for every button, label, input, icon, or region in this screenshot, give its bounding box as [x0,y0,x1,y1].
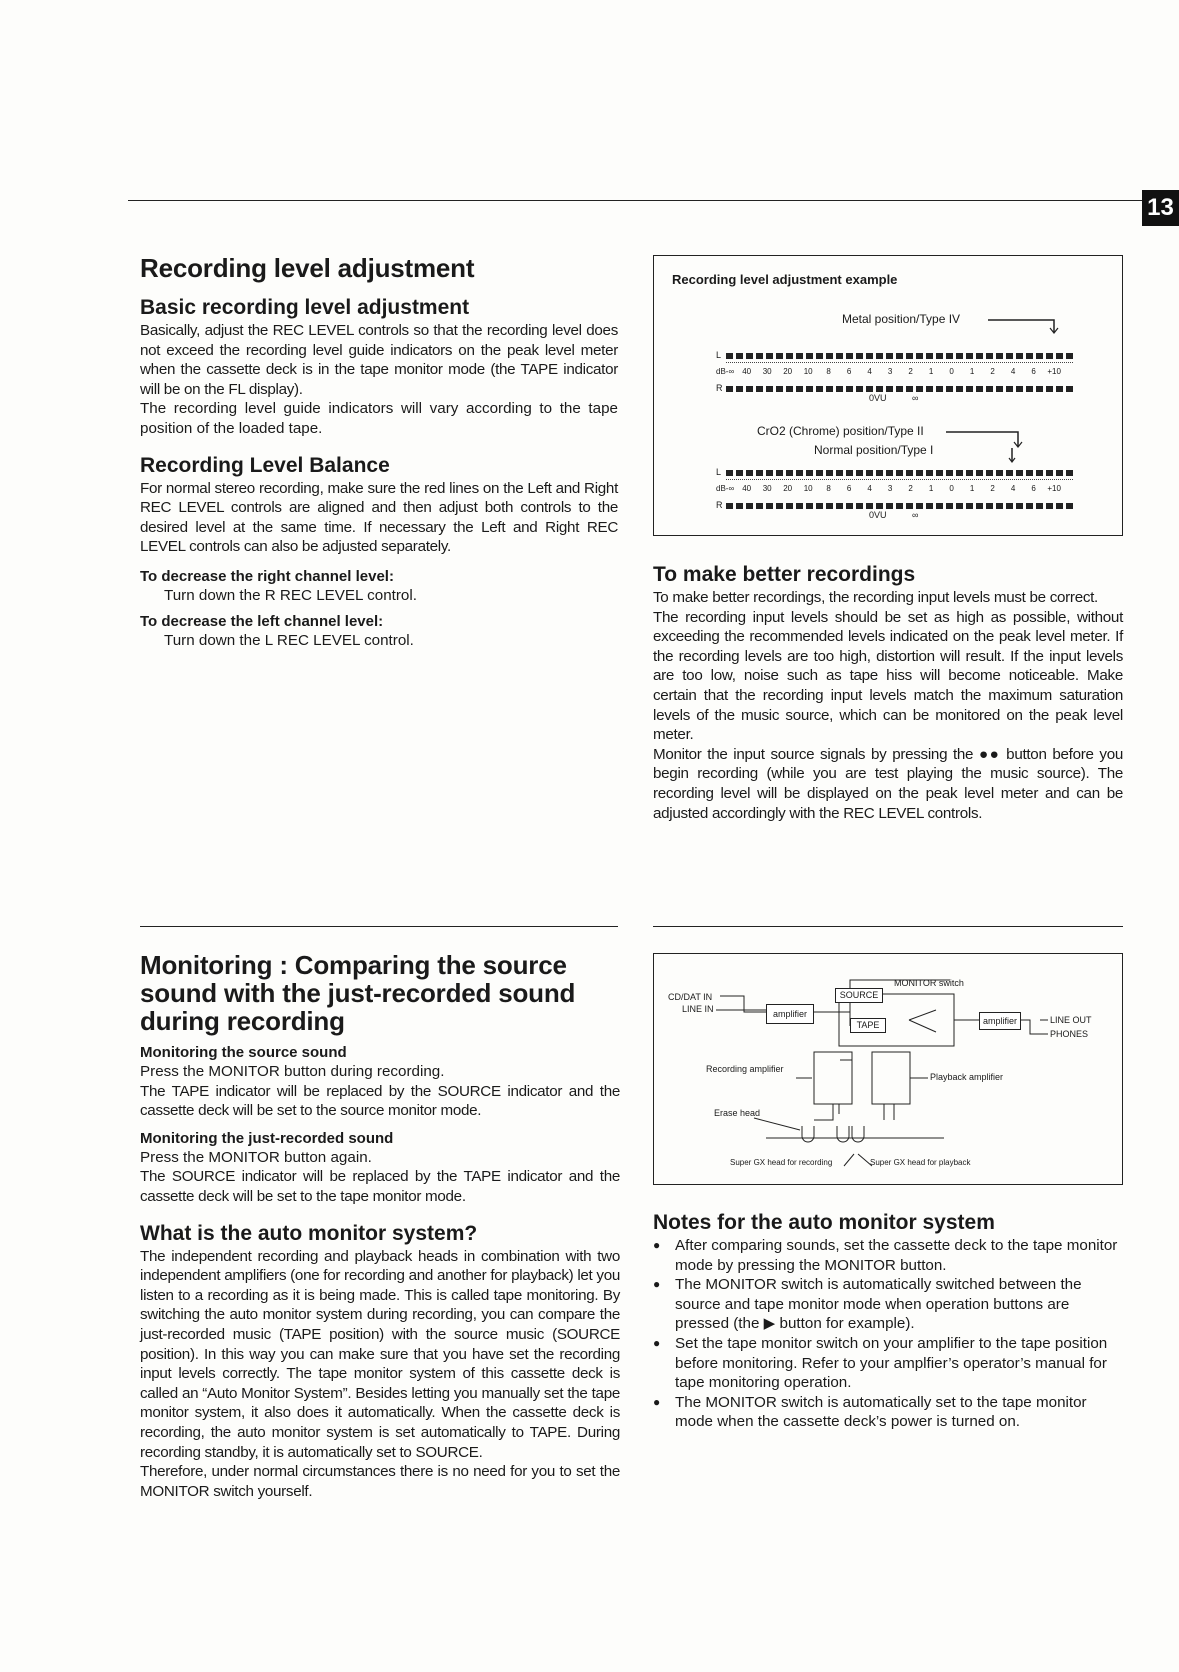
meter2-scale [716,484,1064,493]
meter-scale-tick: 6 [846,484,852,493]
meter1-R-bar [726,386,1073,392]
erase-head-label: Erase head [714,1108,761,1118]
meter-scale-tick: 0 [949,484,954,493]
basic-heading: Basic recording level adjustment [140,296,470,319]
meter1-dots [726,362,1073,363]
meter2-scale-values [736,484,1064,493]
meter-scale-tick: 1 [928,367,934,376]
phones-label: PHONES [1050,1029,1089,1039]
meter-scale-tick: 2 [908,484,913,493]
metal-arrow [986,312,1060,334]
basic-paragraph-2: The recording level guide indicators will vary according to the tape position of the loaded tape. [140,400,618,437]
meter-scale-tick: 40 [742,367,752,376]
line-in-label: LINE IN [682,1004,714,1014]
meter-scale-tick: 2 [908,367,913,376]
auto-monitor-p1: The independent recording and playback heads in combination with two independent amplifiers (one for recording and another for playback) let you listen to a recording as it is being made. This is called tape monitoring. By switching the auto monitor system during recording, you can compare the just-recorded music (TAPE position) with the source music (SOURCE position). In this way you can make sure that you have set the recording input levels correctly. The tape monitor system of this cassette deck is called an “Auto Monitor System”. Besides letting you manually set the tape monitor system, it also does it automatically. When the cassette deck is recording, the auto monitor system is set automatically to TAPE. During recording standby, it is automatically set to SOURCE. [140,1247,620,1461]
left-mid-rule [140,926,618,927]
meter2-ovu: 0VU [869,510,887,520]
output-amplifier-box: amplifier [979,1012,1021,1030]
left-channel-heading: To decrease the left channel level: [140,612,384,630]
recording-level-section [140,253,618,650]
meter-scale-tick: 8 [826,367,831,376]
left-channel-text: Turn down the L REC LEVEL control. [164,631,414,649]
meter-scale-tick: 1 [969,367,975,376]
meter1-scale-prefix: dB-∞ [716,367,735,376]
monitor-diagram-box [653,953,1123,1185]
meter-scale-tick: 10 [803,367,813,376]
meter1-R-label: R [716,383,723,393]
meter-scale-tick: 3 [887,367,893,376]
note-item: ● Set the tape monitor switch on your amplifier to the tape position before monitoring. Refer to your amplfier’s operator’s manual for tape monitoring operation. [653,1334,1125,1393]
meter-scale-tick: 6 [1031,367,1036,376]
monitor-switch-label: MONITOR switch [894,978,964,988]
monitoring-section [140,951,620,1501]
right-channel-text: Turn down the R REC LEVEL control. [164,586,417,604]
meter1-scale-values [736,367,1064,376]
better-recordings-heading: To make better recordings [653,563,916,586]
meter-scale-tick: 2 [990,484,995,493]
tape-indicator: TAPE [850,1018,886,1033]
notes-heading: Notes for the auto monitor system [653,1211,995,1234]
note-item: ● The MONITOR switch is automatically set to the tape monitor mode when the cassette deck’s power is turned on. [653,1393,1125,1432]
monitoring-just-p2: The SOURCE indicator will be replaced by the TAPE indicator and the cassette deck will be set to the tape monitor mode. [140,1168,620,1205]
balance-heading: Recording Level Balance [140,453,390,477]
page-number-tab: 13 [1142,190,1179,226]
cd-dat-in-label: CD/DAT IN [668,992,713,1002]
monitoring-just-p1: Press the MONITOR button again. [140,1148,372,1166]
monitoring-just-heading: Monitoring the just-recorded sound [140,1129,394,1147]
normal-arrow [1006,448,1020,464]
meter-scale-tick: 4 [867,367,872,376]
meter-scale-tick: +10 [1047,484,1061,493]
meter2-R-label: R [716,500,723,510]
example-title: Recording level adjustment example [672,272,898,287]
right-mid-rule [653,926,1123,927]
better-recordings-section [653,562,1123,823]
line-out-label: LINE OUT [1050,1015,1092,1025]
recording-level-title: Recording level adjustment [140,253,475,283]
better-recordings-p3: Monitor the input source signals by pressing the ●● button before you begin recording (while you are test playing the music source). The recording level will be displayed on the peak level meter and can be adjusted accordingly with the REC LEVEL controls. [653,745,1123,822]
normal-label: Normal position/Type I [814,443,934,457]
gx-playback-label: Super GX head for playback [870,1158,971,1167]
chrome-arrow [944,424,1024,450]
meter-scale-tick: 10 [803,484,813,493]
meter-scale-tick: 3 [887,484,893,493]
meter-scale-tick: 40 [742,484,752,493]
note-item: ● After comparing sounds, set the cassette deck to the tape monitor mode by pressing the MONITOR button. [653,1236,1125,1275]
meter2-dots [726,479,1073,480]
meter-scale-tick: 0 [949,367,954,376]
gx-recording-label: Super GX head for recording [730,1158,833,1167]
chrome-label: CrO2 (Chrome) position/Type II [757,424,924,438]
meter2-R-bar [726,503,1073,509]
monitoring-source-p1: Press the MONITOR button during recording. [140,1063,445,1080]
auto-monitor-heading: What is the auto monitor system? [140,1221,478,1245]
meter-scale-tick: 20 [783,484,793,493]
right-channel-heading: To decrease the right channel level: [140,567,394,585]
notes-list [653,1236,1125,1432]
meter-scale-tick: 20 [783,367,793,376]
meter2-infinity: ∞ [912,510,919,520]
meter-scale-tick: 30 [762,484,772,493]
top-rule [128,200,1144,201]
source-indicator: SOURCE [835,988,883,1003]
metal-label: Metal position/Type IV [842,312,961,326]
note-item: ● The MONITOR switch is automatically switched between the source and tape monitor mode when operation buttons are pressed (the ▶ button for example). [653,1275,1125,1334]
meter-scale-tick: +10 [1047,367,1061,376]
auto-monitor-p2: Therefore, under normal circumstances there is no need for you to set the MONITOR switch yourself. [140,1463,620,1500]
meter-scale-tick: 4 [1010,367,1016,376]
meter-scale-tick: 2 [990,367,995,376]
recording-level-example-box [653,255,1123,536]
balance-paragraph: For normal stereo recording, make sure the red lines on the Left and Right REC LEVEL controls are aligned and then adjust both controls to the desired level at the same time. If necessary the Left and Right REC LEVEL controls can also be adjusted separately. [140,479,618,556]
meter-scale-tick: 6 [1031,484,1036,493]
basic-paragraph-1: Basically, adjust the REC LEVEL controls so that the recording level does not exceed the recording level guide indicators on the peak level meter when the cassette deck is in the tape monitor mode (the TAPE indicator will be on the FL display). [140,322,618,398]
meter-scale-tick: 1 [928,484,934,493]
meter-scale-tick: 6 [846,367,852,376]
meter1-scale [716,367,1064,376]
monitoring-source-p2: The TAPE indicator will be replaced by the SOURCE indicator and the cassette deck will be set to the source monitor mode. [140,1082,620,1120]
playback-amplifier-label: Playback amplifier [930,1072,1004,1082]
notes-section [653,1210,1125,1432]
meter-scale-tick: 4 [867,484,872,493]
meter1-L-label: L [716,350,722,360]
recording-amplifier-label: Recording amplifier [706,1064,784,1074]
better-recordings-p1: To make better recordings, the recording input levels must be correct. [653,589,1098,606]
meter-scale-tick: 1 [969,484,975,493]
meter2-L-bar [726,470,1073,476]
meter-scale-tick: 8 [826,484,831,493]
meter-scale-tick: 30 [762,367,772,376]
meter1-L-bar [726,353,1073,359]
monitoring-source-heading: Monitoring the source sound [140,1044,347,1061]
meter1-infinity: ∞ [912,393,919,403]
meter2-scale-prefix: dB-∞ [716,484,735,493]
input-amplifier-box: amplifier [766,1004,814,1024]
monitoring-title: Monitoring : Comparing the source sound with the just-recorded sound during recording [140,950,576,1036]
better-recordings-p2: The recording input levels should be set as high as possible, without exceeding the recommended levels indicated on the peak level meter. If the recording levels are too high, distortion will result. If the input levels are too low, noise such as tape hiss will become noticeable. Make certain that the recording input levels match the maximum saturation levels of the music source, which can be monitored on the peak level meter. [653,608,1123,744]
meter1-ovu: 0VU [869,393,887,403]
meter-scale-tick: 4 [1010,484,1016,493]
meter2-L-label: L [716,467,722,477]
